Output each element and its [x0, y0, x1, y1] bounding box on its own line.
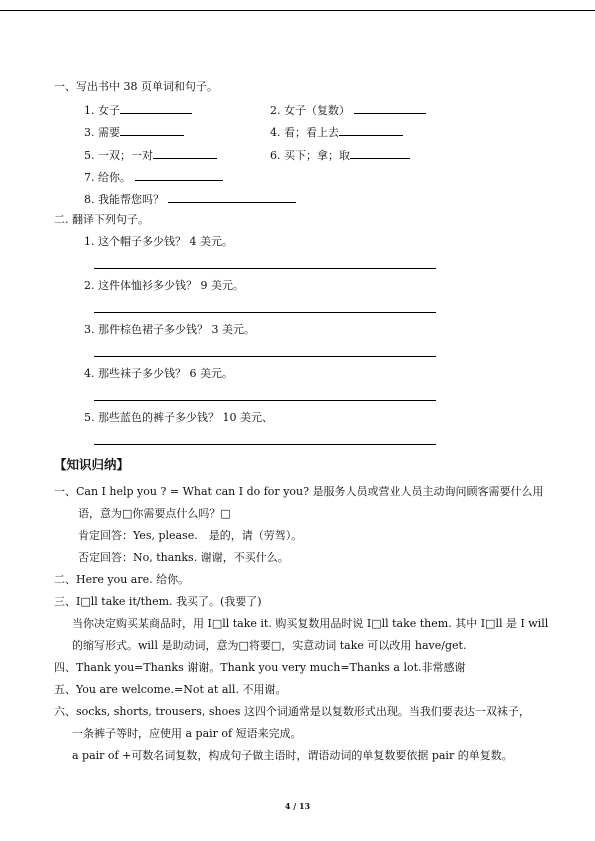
item-text: 这件体恤衫多少钱？ 9 美元。: [98, 279, 244, 292]
answer-line[interactable]: [94, 356, 436, 357]
answer-blank[interactable]: [339, 124, 403, 136]
knowledge-line: 四、Thank you=Thanks 谢谢。Thank you very much=Thanks a lot.非常感谢: [54, 661, 466, 674]
item-number: 5.: [84, 149, 95, 162]
knowledge-line: 二、Here you are. 给你。: [54, 573, 190, 586]
item-text: 那些袜子多少钱？ 6 美元。: [98, 367, 233, 380]
knowledge-line: 肯定回答：Yes, please. 是的，请（劳驾）。: [78, 529, 303, 542]
item-text: 需要: [98, 126, 120, 139]
section2-item-2: [84, 279, 244, 293]
item-number: 5.: [84, 411, 95, 424]
answer-line[interactable]: [94, 400, 436, 401]
item-number: 7.: [84, 171, 95, 184]
answer-blank[interactable]: [168, 191, 296, 203]
knowledge-line: a pair of +可数名词复数，构成句子做主语时，谓语动词的单复数要依据 pair 的单复数。: [72, 749, 513, 762]
section1-item-8: [84, 191, 296, 207]
answer-blank[interactable]: [120, 102, 192, 114]
section2-item-1: [84, 235, 233, 249]
section2-title: 二. 翻译下列句子。: [54, 213, 149, 226]
answer-line[interactable]: [94, 312, 436, 313]
item-number: 3.: [84, 323, 95, 336]
item-number: 1.: [84, 235, 95, 248]
item-number: 4.: [270, 126, 281, 139]
item-text: 这个帽子多少钱？ 4 美元。: [98, 235, 233, 248]
section1-item-4: [270, 124, 403, 140]
section2-item-4: [84, 367, 233, 381]
item-text: 我能帮您吗？: [98, 193, 164, 206]
section1-item-6: [270, 147, 410, 163]
item-number: 8.: [84, 193, 95, 206]
item-text: 给你。: [98, 171, 131, 184]
answer-blank[interactable]: [153, 147, 217, 159]
section1-item-5: [84, 147, 217, 163]
item-number: 2.: [84, 279, 95, 292]
knowledge-line: 的缩写形式。will 是助动词，意为□将要□，实意动词 take 可以改用 have/get.: [72, 639, 467, 652]
item-text: 买下；拿；取: [284, 149, 350, 162]
section1-item-3: [84, 124, 184, 140]
answer-blank[interactable]: [135, 169, 223, 181]
top-border-line: [0, 10, 595, 11]
section1-item-1: [84, 102, 192, 118]
item-text: 一双；一对: [98, 149, 153, 162]
knowledge-line: 否定回答：No, thanks. 谢谢，不买什么。: [78, 551, 289, 564]
item-text: 女子: [98, 104, 120, 117]
item-text: 那件棕色裙子多少钱？ 3 美元。: [98, 323, 255, 336]
item-number: 3.: [84, 126, 95, 139]
item-number: 1.: [84, 104, 95, 117]
knowledge-heading: 【知识归纳】: [54, 457, 130, 472]
knowledge-line: 一条裤子等时，应使用 a pair of 短语来完成。: [72, 727, 302, 740]
item-text: 女子（复数）: [284, 104, 350, 117]
item-text: 看；看上去: [284, 126, 339, 139]
section2-item-3: [84, 323, 255, 337]
knowledge-line: 六、socks, shorts, trousers, shoes 这四个词通常是以复数形式出现。当我们要表达一双袜子，: [54, 705, 530, 718]
section2-item-5: [84, 411, 273, 425]
knowledge-line: 三、I□ll take it/them. 我买了。(我要了): [54, 595, 262, 608]
answer-blank[interactable]: [354, 102, 426, 114]
item-number: 4.: [84, 367, 95, 380]
answer-blank[interactable]: [120, 124, 184, 136]
item-number: 2.: [270, 104, 281, 117]
page-number: 4 / 13: [284, 801, 311, 811]
item-number: 6.: [270, 149, 281, 162]
knowledge-line: 当你决定购买某商品时，用 I□ll take it. 购买复数用品时说 I□ll take them. 其中 I□ll 是 I will: [72, 617, 549, 630]
section1-item-2: [270, 102, 426, 118]
answer-line[interactable]: [94, 444, 436, 445]
knowledge-line: 一、Can I help you ? = What can I do for you? 是服务人员或营业人员主动询问顾客需要什么用: [54, 485, 544, 498]
answer-blank[interactable]: [350, 147, 410, 159]
knowledge-line: 语，意为□你需要点什么吗？□: [78, 507, 231, 520]
knowledge-line: 五、You are welcome.=Not at all. 不用谢。: [54, 683, 287, 696]
section1-item-7: [84, 169, 223, 185]
answer-line[interactable]: [94, 268, 436, 269]
item-text: 那些蓝色的裤子多少钱？ 10 美元、: [98, 411, 273, 424]
section1-title: 一、写出书中 38 页单词和句子。: [54, 80, 218, 93]
